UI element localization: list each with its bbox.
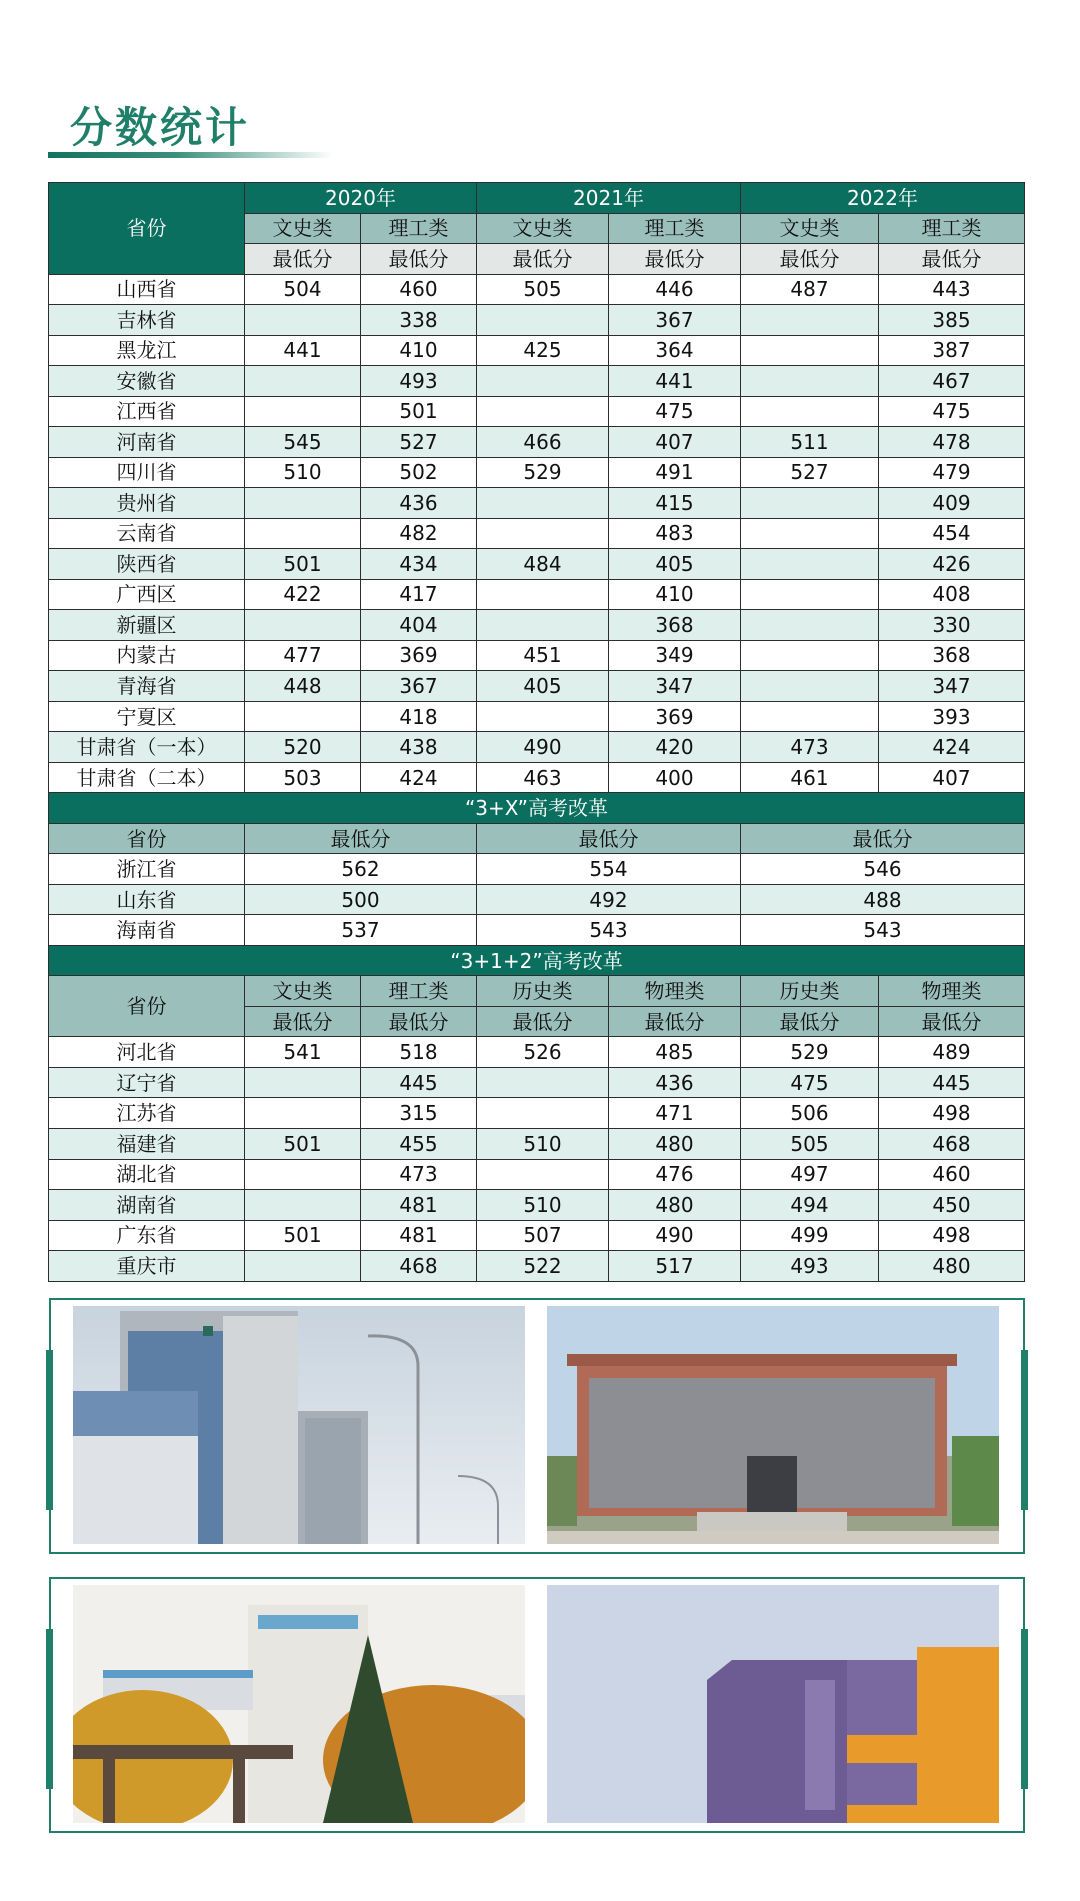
- score-cell: 436: [361, 488, 477, 519]
- score-table: [48, 182, 1025, 1282]
- province-cell: 宁夏区: [49, 701, 245, 732]
- score-cell: 481: [361, 1190, 477, 1221]
- score-cell: 481: [361, 1220, 477, 1251]
- score-cell: [477, 610, 609, 641]
- score-cell: 369: [609, 701, 741, 732]
- score-cell: 529: [477, 457, 609, 488]
- section-row-3x: [49, 793, 1025, 824]
- score-cell: [741, 518, 879, 549]
- score-cell: 501: [245, 1128, 361, 1159]
- province-cell: 广东省: [49, 1220, 245, 1251]
- score-cell: 501: [245, 1220, 361, 1251]
- province-cell: 甘肃省（一本）: [49, 732, 245, 763]
- photo-frame-top: [49, 1298, 1025, 1554]
- score-cell: 441: [609, 366, 741, 397]
- score-cell: 455: [361, 1128, 477, 1159]
- table-row: [49, 610, 1025, 641]
- year-header-row: [49, 183, 1025, 214]
- lowest-score-label: 最低分: [609, 244, 741, 275]
- province-cell: 甘肃省（二本）: [49, 762, 245, 793]
- province-cell: 云南省: [49, 518, 245, 549]
- score-cell: [477, 1159, 609, 1190]
- score-cell: 443: [879, 274, 1025, 305]
- score-cell: 507: [477, 1220, 609, 1251]
- score-cell: [477, 1067, 609, 1098]
- province-cell: 吉林省: [49, 305, 245, 336]
- score-cell: 400: [609, 762, 741, 793]
- lowest-score-label: 最低分: [879, 244, 1025, 275]
- score-cell: 424: [879, 732, 1025, 763]
- score-cell: 338: [361, 305, 477, 336]
- table-row: [49, 640, 1025, 671]
- score-cell: 393: [879, 701, 1025, 732]
- category-header: 文史类: [245, 213, 361, 244]
- score-cell: 417: [361, 579, 477, 610]
- score-cell: 498: [879, 1098, 1025, 1129]
- score-cell: 485: [609, 1037, 741, 1068]
- year-header: 2022年: [741, 183, 1025, 214]
- province-cell: 贵州省: [49, 488, 245, 519]
- score-cell: 441: [245, 335, 361, 366]
- table-row: [49, 1128, 1025, 1159]
- score-cell: 315: [361, 1098, 477, 1129]
- photo-purple-building: [547, 1585, 999, 1823]
- score-cell: 506: [741, 1098, 879, 1129]
- score-cell: [245, 1067, 361, 1098]
- score-cell: [741, 366, 879, 397]
- lowest-score-label: 最低分: [245, 1006, 361, 1037]
- score-cell: 445: [361, 1067, 477, 1098]
- score-cell: 510: [245, 457, 361, 488]
- score-cell: 493: [741, 1251, 879, 1282]
- table-row: [49, 1067, 1025, 1098]
- score-cell: [741, 305, 879, 336]
- score-cell: [741, 701, 879, 732]
- score-cell: 490: [609, 1220, 741, 1251]
- score-cell: 480: [609, 1190, 741, 1221]
- score-cell: 407: [609, 427, 741, 458]
- score-cell: 517: [609, 1251, 741, 1282]
- score-cell: [245, 1159, 361, 1190]
- score-cell: 407: [879, 762, 1025, 793]
- title-underline: [48, 152, 333, 158]
- score-cell: [477, 1098, 609, 1129]
- score-cell: [741, 640, 879, 671]
- score-cell: 537: [245, 915, 477, 946]
- score-cell: 475: [609, 396, 741, 427]
- score-cell: 529: [741, 1037, 879, 1068]
- score-cell: 468: [361, 1251, 477, 1282]
- score-cell: [741, 396, 879, 427]
- table-row: [49, 427, 1025, 458]
- score-cell: 477: [245, 640, 361, 671]
- table-row: [49, 762, 1025, 793]
- score-cell: 503: [245, 762, 361, 793]
- score-cell: 426: [879, 549, 1025, 580]
- province-cell: 安徽省: [49, 366, 245, 397]
- score-cell: 473: [741, 732, 879, 763]
- table-row: [49, 1037, 1025, 1068]
- score-cell: 446: [609, 274, 741, 305]
- score-cell: 526: [477, 1037, 609, 1068]
- score-cell: [245, 305, 361, 336]
- category-header: 理工类: [609, 213, 741, 244]
- score-cell: 473: [361, 1159, 477, 1190]
- score-cell: [245, 1251, 361, 1282]
- score-cell: 492: [477, 884, 741, 915]
- score-cell: 510: [477, 1190, 609, 1221]
- year-header: 2020年: [245, 183, 477, 214]
- section-title-3x: “3+X”高考改革: [49, 793, 1025, 824]
- table-row: [49, 549, 1025, 580]
- province-cell: 新疆区: [49, 610, 245, 641]
- score-cell: 468: [879, 1128, 1025, 1159]
- score-cell: 410: [361, 335, 477, 366]
- score-cell: [477, 305, 609, 336]
- score-cell: 480: [609, 1128, 741, 1159]
- score-cell: 520: [245, 732, 361, 763]
- province-cell: 江苏省: [49, 1098, 245, 1129]
- table-row: [49, 488, 1025, 519]
- score-cell: 425: [477, 335, 609, 366]
- score-cell: 409: [879, 488, 1025, 519]
- score-cell: [741, 579, 879, 610]
- province-cell: 福建省: [49, 1128, 245, 1159]
- score-cell: 420: [609, 732, 741, 763]
- score-cell: 479: [879, 457, 1025, 488]
- score-cell: 518: [361, 1037, 477, 1068]
- lowest-score-label: 最低分: [245, 823, 477, 854]
- photo-brick-building: [547, 1306, 999, 1544]
- table-row: [49, 396, 1025, 427]
- score-cell: 368: [879, 640, 1025, 671]
- score-cell: 408: [879, 579, 1025, 610]
- score-cell: [245, 488, 361, 519]
- score-cell: [741, 610, 879, 641]
- table-row: [49, 457, 1025, 488]
- lowest-score-label: 最低分: [477, 244, 609, 275]
- province-header: 省份: [49, 823, 245, 854]
- score-cell: 368: [609, 610, 741, 641]
- category-header: 文史类: [741, 213, 879, 244]
- province-cell: 广西区: [49, 579, 245, 610]
- score-cell: 505: [741, 1128, 879, 1159]
- score-cell: [245, 701, 361, 732]
- score-cell: 546: [741, 854, 1025, 885]
- score-cell: 505: [477, 274, 609, 305]
- province-cell: 江西省: [49, 396, 245, 427]
- score-cell: 330: [879, 610, 1025, 641]
- table-row: [49, 701, 1025, 732]
- score-cell: 463: [477, 762, 609, 793]
- table-row: [49, 884, 1025, 915]
- score-cell: 451: [477, 640, 609, 671]
- score-cell: 545: [245, 427, 361, 458]
- score-cell: [245, 518, 361, 549]
- score-cell: 460: [879, 1159, 1025, 1190]
- category-header: 理工类: [361, 213, 477, 244]
- lowest-score-label: 最低分: [477, 823, 741, 854]
- score-cell: 471: [609, 1098, 741, 1129]
- score-cell: 445: [879, 1067, 1025, 1098]
- score-cell: 438: [361, 732, 477, 763]
- page-title: 分数统计: [70, 103, 251, 152]
- table-row: [49, 1220, 1025, 1251]
- score-cell: 511: [741, 427, 879, 458]
- score-cell: 480: [879, 1251, 1025, 1282]
- province-cell: 山东省: [49, 884, 245, 915]
- score-cell: 467: [879, 366, 1025, 397]
- score-cell: 415: [609, 488, 741, 519]
- score-cell: 410: [609, 579, 741, 610]
- table-row: [49, 305, 1025, 336]
- score-cell: 387: [879, 335, 1025, 366]
- category-header: 物理类: [879, 976, 1025, 1007]
- score-cell: 450: [879, 1190, 1025, 1221]
- table-row: [49, 366, 1025, 397]
- score-cell: 475: [741, 1067, 879, 1098]
- score-cell: [245, 1098, 361, 1129]
- score-cell: 504: [245, 274, 361, 305]
- score-cell: 478: [879, 427, 1025, 458]
- score-cell: 476: [609, 1159, 741, 1190]
- score-cell: 367: [361, 671, 477, 702]
- table-row: [49, 335, 1025, 366]
- lowest-score-label: 最低分: [361, 1006, 477, 1037]
- table-row: [49, 274, 1025, 305]
- lowest-score-label: 最低分: [741, 1006, 879, 1037]
- score-cell: 466: [477, 427, 609, 458]
- score-cell: 434: [361, 549, 477, 580]
- score-cell: [741, 549, 879, 580]
- score-cell: 502: [361, 457, 477, 488]
- score-cell: 405: [477, 671, 609, 702]
- score-cell: 369: [361, 640, 477, 671]
- score-cell: 422: [245, 579, 361, 610]
- score-cell: [477, 488, 609, 519]
- category-header: 文史类: [245, 976, 361, 1007]
- score-cell: [245, 1190, 361, 1221]
- table-row: [49, 518, 1025, 549]
- score-cell: 522: [477, 1251, 609, 1282]
- table-row: [49, 579, 1025, 610]
- score-cell: 484: [477, 549, 609, 580]
- score-cell: 500: [245, 884, 477, 915]
- lowest-score-label: 最低分: [477, 1006, 609, 1037]
- category-header: 历史类: [741, 976, 879, 1007]
- score-cell: 543: [741, 915, 1025, 946]
- score-cell: 347: [879, 671, 1025, 702]
- table-row: [49, 1098, 1025, 1129]
- score-cell: 488: [741, 884, 1025, 915]
- category-row-312: [49, 976, 1025, 1007]
- lowest-score-label: 最低分: [245, 244, 361, 275]
- score-cell: 527: [741, 457, 879, 488]
- score-cell: 499: [741, 1220, 879, 1251]
- score-cell: 367: [609, 305, 741, 336]
- score-cell: 385: [879, 305, 1025, 336]
- score-cell: [741, 671, 879, 702]
- province-cell: 海南省: [49, 915, 245, 946]
- lowest-score-label: 最低分: [361, 244, 477, 275]
- table-row: [49, 854, 1025, 885]
- category-header: 物理类: [609, 976, 741, 1007]
- province-cell: 浙江省: [49, 854, 245, 885]
- score-cell: 527: [361, 427, 477, 458]
- score-cell: 460: [361, 274, 477, 305]
- score-cell: [741, 335, 879, 366]
- category-header: 理工类: [879, 213, 1025, 244]
- photo-campus-autumn: [73, 1585, 525, 1823]
- section-row-312: [49, 945, 1025, 976]
- score-cell: 349: [609, 640, 741, 671]
- score-cell: 424: [361, 762, 477, 793]
- province-cell: 陕西省: [49, 549, 245, 580]
- score-cell: 543: [477, 915, 741, 946]
- score-cell: 510: [477, 1128, 609, 1159]
- score-cell: [477, 518, 609, 549]
- score-cell: 461: [741, 762, 879, 793]
- score-cell: 487: [741, 274, 879, 305]
- province-header: 省份: [49, 976, 245, 1037]
- category-header: 历史类: [477, 976, 609, 1007]
- score-cell: [477, 396, 609, 427]
- score-cell: 454: [879, 518, 1025, 549]
- score-cell: [245, 366, 361, 397]
- score-cell: 482: [361, 518, 477, 549]
- score-cell: 554: [477, 854, 741, 885]
- province-cell: 黑龙江: [49, 335, 245, 366]
- score-cell: [245, 610, 361, 641]
- lowest-score-label: 最低分: [609, 1006, 741, 1037]
- province-cell: 山西省: [49, 274, 245, 305]
- table-row: [49, 671, 1025, 702]
- score-cell: [477, 579, 609, 610]
- province-cell: 辽宁省: [49, 1067, 245, 1098]
- score-cell: 490: [477, 732, 609, 763]
- table-row: [49, 1190, 1025, 1221]
- score-cell: 483: [609, 518, 741, 549]
- lowest-score-label: 最低分: [879, 1006, 1025, 1037]
- year-header: 2021年: [477, 183, 741, 214]
- score-cell: [741, 488, 879, 519]
- category-header: 理工类: [361, 976, 477, 1007]
- score-cell: 436: [609, 1067, 741, 1098]
- score-cell: 491: [609, 457, 741, 488]
- score-cell: [477, 701, 609, 732]
- lowest-score-label: 最低分: [741, 244, 879, 275]
- score-cell: 364: [609, 335, 741, 366]
- score-cell: 489: [879, 1037, 1025, 1068]
- section-title-312: “3+1+2”高考改革: [49, 945, 1025, 976]
- score-cell: 497: [741, 1159, 879, 1190]
- table-row: [49, 732, 1025, 763]
- header-row-3x: [49, 823, 1025, 854]
- province-header: 省份: [49, 183, 245, 275]
- score-cell: 418: [361, 701, 477, 732]
- province-cell: 河北省: [49, 1037, 245, 1068]
- score-cell: 493: [361, 366, 477, 397]
- score-cell: 347: [609, 671, 741, 702]
- province-cell: 湖北省: [49, 1159, 245, 1190]
- score-cell: 405: [609, 549, 741, 580]
- score-cell: [477, 366, 609, 397]
- score-cell: 501: [361, 396, 477, 427]
- score-cell: 562: [245, 854, 477, 885]
- table-row: [49, 1159, 1025, 1190]
- score-cell: 448: [245, 671, 361, 702]
- province-cell: 内蒙古: [49, 640, 245, 671]
- category-header: 文史类: [477, 213, 609, 244]
- score-cell: 498: [879, 1220, 1025, 1251]
- score-cell: [245, 396, 361, 427]
- photo-frame-bottom: [49, 1577, 1025, 1833]
- score-cell: 475: [879, 396, 1025, 427]
- province-cell: 湖南省: [49, 1190, 245, 1221]
- province-cell: 青海省: [49, 671, 245, 702]
- photo-office-tower: [73, 1306, 525, 1544]
- province-cell: 河南省: [49, 427, 245, 458]
- table-row: [49, 1251, 1025, 1282]
- score-cell: 501: [245, 549, 361, 580]
- table-row: [49, 915, 1025, 946]
- province-cell: 重庆市: [49, 1251, 245, 1282]
- score-cell: 541: [245, 1037, 361, 1068]
- score-cell: 494: [741, 1190, 879, 1221]
- lowest-score-label: 最低分: [741, 823, 1025, 854]
- province-cell: 四川省: [49, 457, 245, 488]
- score-cell: 404: [361, 610, 477, 641]
